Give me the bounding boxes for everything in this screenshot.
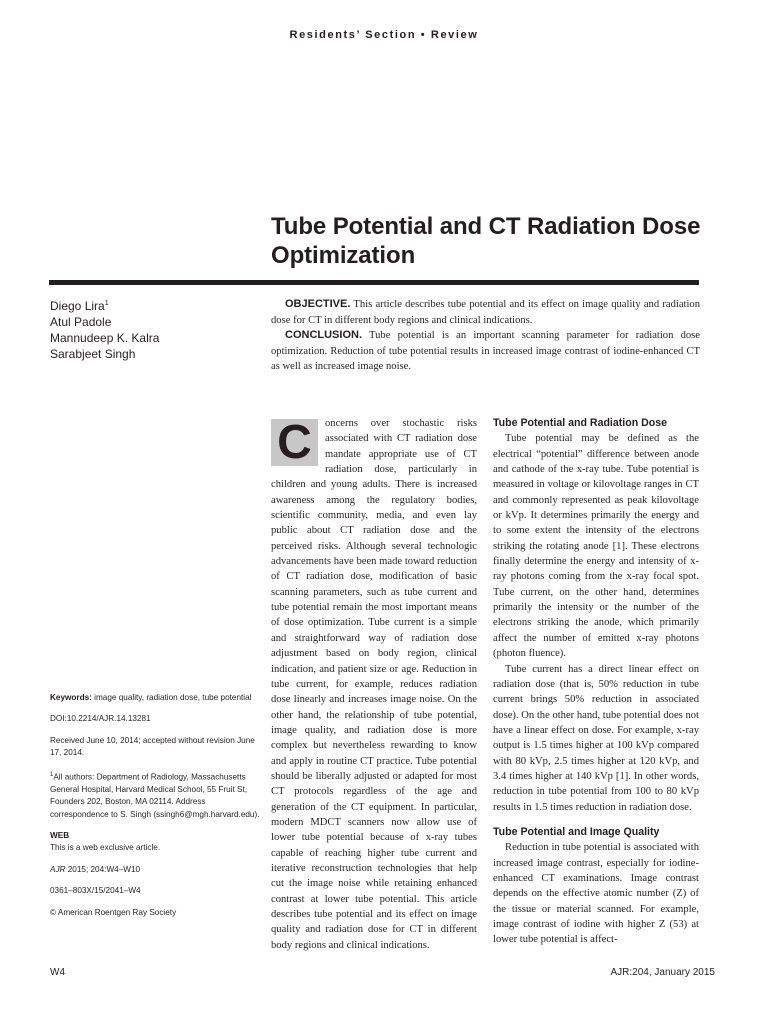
citation: AJR 2015; 204:W4–W10 <box>50 864 141 874</box>
issn: 0361–803X/15/2041–W4 <box>50 886 141 896</box>
article-title: Tube Potential and CT Radiation Dose Optimization <box>271 213 701 269</box>
keywords: Keywords: image quality, radiation dose, tube potential <box>50 693 252 702</box>
abstract <box>271 297 700 375</box>
drop-cap: C <box>271 419 318 466</box>
body-column-right <box>493 416 699 948</box>
body-paragraph: Tube current has a direct linear effect on radiation dose (that is, 50% reduction in tube current brings 50% reduction in associated dose). On the other hand, tube potential does not have a linear effect on dose. For example, x-ray output is 1.5 times higher at 100 kVp compared with 80 kVp, 2.5 times higher at 120 kVp, and 3.4 times higher at 140 kVp [1]. In other words, reduction in tube potential from 100 to 80 kVp results in 1.5 times reduction in radiation dose. <box>493 663 699 813</box>
running-head: Residents’ Section • Review <box>289 29 479 41</box>
journal-footer: AJR:204, January 2015 <box>610 967 715 978</box>
copyright: © American Roentgen Ray Society <box>50 907 177 917</box>
abstract-objective: OBJECTIVE. This article describes tube potential and its effect on image quality and radiation dose for CT in different body regions and clinical indications. <box>271 298 700 326</box>
page-number: W4 <box>50 967 65 978</box>
author-name: Diego Lira$^1$ <box>50 299 109 313</box>
author-name: Atul Padole <box>50 315 112 329</box>
section-heading: Tube Potential and Image Quality <box>493 825 660 838</box>
section-heading: Tube Potential and Radiation Dose <box>493 417 668 429</box>
author-name: Mannudeep K. Kalra <box>50 331 160 345</box>
title-rule <box>49 280 699 285</box>
author-list <box>50 296 250 362</box>
author-name: Sarabjeet Singh <box>50 347 136 361</box>
body-paragraph: Reduction in tube potential is associated with increased image contrast, especially for iodine-enhanced CT examinations. Image contrast depends on the effective atomic number (Z) of the tissue or material scanned. For example, image contrast of iodine with higher Z (53) at lower tube potential is affect- <box>493 842 699 946</box>
intro-paragraph: oncerns over stochastic risks associated with CT radiation dose mandate appropriate use of CT radiation dose, particularly in children and young adults. There is increased awareness among the regulatory bodies, scientific community, media, and even lay public about CT radiation dose and the perceived risks. Although several technologic advancements have been made toward reduction of CT radiation dose, modification of basic scanning parameters, such as tube current and tube potential remain the most important means of dose optimization. Tube current is a simple and straightforward way of radiation dose adjustment based on body region, clinical indication, and patient size or age. Reduction in tube current, for example, reduces radiation dose linearly and increases image noise. On the other hand, the relationship of tube potential, image quality, and radiation dose is more complex but nevertheless rewarding to know and apply in routine CT practice. Tube potential should be liberally adjusted or adapted for most CT protocols regardless of the age and generation of the CT equipment. In particular, modern MDCT scanners now allow use of lower tube potential because of x-ray tubes capable of reaching higher tube current and iterative reconstruction technologies that help cut the image noise while retaining enhanced contrast at lower tube potential. This article describes tube potential and its effect on image quality and radiation dose for CT in different body regions and clinical indications. <box>271 418 477 951</box>
abstract-conclusion: CONCLUSION. Tube potential is an important scanning parameter for radiation dose optimization. Reduction of tube potential results in increased image contrast of iodine-enhanced CT as well as increased image noise. <box>271 329 700 372</box>
received-dates: Received June 10, 2014; accepted without revision June 17, 2014. <box>50 735 255 758</box>
web-note: This is a web exclusive article. <box>50 843 161 853</box>
web-label: WEB <box>50 830 70 840</box>
doi: DOI:10.2214/AJR.14.13281 <box>50 714 151 724</box>
body-column-left <box>271 416 477 953</box>
body-paragraph: Tube potential may be defined as the electrical “potential” difference between anode and cathode of the x-ray tube. Tube potential is measured in voltage or kilovoltage ranges in CT and commonly represented as peak kilovoltage or kVp. It determines primarily the energy and to some extent the intensity of the electrons striking the rotating anode [1]. These electrons finally determine the energy and intensity of x-ray photons coming from the x-ray focal spot. Tube current, on the other hand, determines primarily the intensity or the number of the electrons striking the anode, which primarily affect the number of emitted x-ray photons (photon fluence). <box>493 433 699 660</box>
article-sidebar <box>50 692 260 928</box>
affiliation: $^1$All authors: Department of Radiology, Massachusetts General Hospital, Harvard Medical School, 55 Fruit St, Founders 202, Boston, MA 02114. Address correspondence to S. Singh (ssingh6@mgh.harvard.edu). <box>50 771 260 819</box>
